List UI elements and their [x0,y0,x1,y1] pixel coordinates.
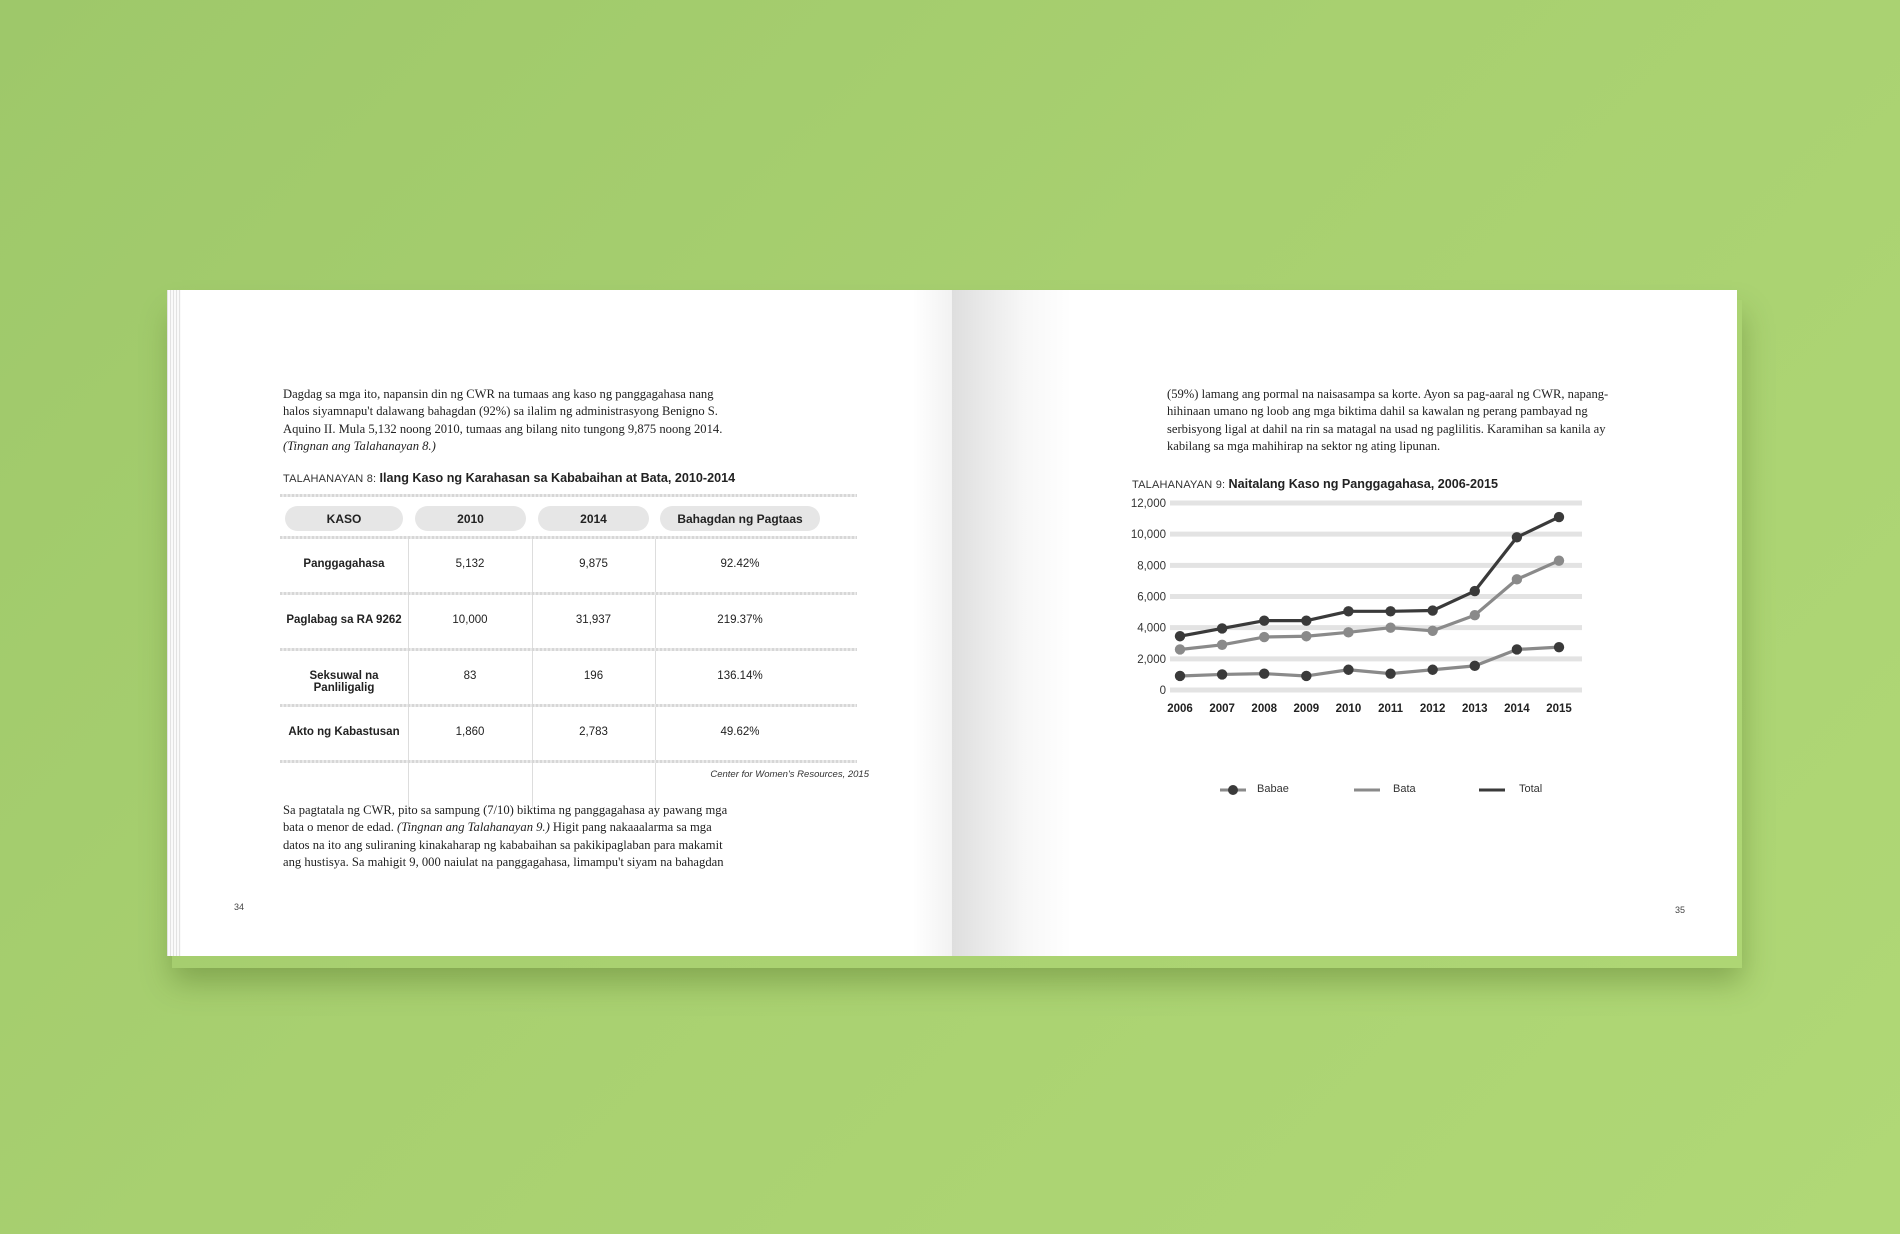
series-line-babae [1180,647,1559,676]
table-rule [280,648,857,651]
y-tick-label: 12,000 [1130,498,1166,510]
x-tick-label: 2009 [1293,703,1320,715]
x-tick-label: 2008 [1251,703,1278,715]
text-line [283,819,763,836]
cell-increase: 49.62% [720,726,760,738]
text-line: Sa pagtatala ng CWR, pito sa sampung (7/10) biktima ng panggagahasa ay pawang mga [283,803,728,817]
y-tick-label: 6,000 [1137,591,1166,604]
table-label: TALAHANAYAN 8: [283,473,380,485]
data-point-total [1217,623,1227,633]
data-point-total [1470,586,1480,596]
cell-2010: 5,132 [455,558,485,570]
x-tick-label: 2007 [1209,703,1235,715]
data-point-babae [1301,671,1311,681]
legend-label-babae: Babae [1257,783,1289,795]
data-point-total [1512,532,1522,542]
y-tick-label: 2,000 [1137,653,1166,666]
data-point-babae [1259,668,1269,678]
x-tick-label: 2015 [1546,703,1572,715]
cell-increase: 136.14% [717,670,763,682]
data-point-bata [1470,610,1480,620]
spine-shade [952,290,1072,956]
data-point-total [1301,615,1311,625]
text-line: hihinaan umano ng loob ang mga biktima dahil sa kawalan ng perang pambayad ng [1167,404,1588,419]
data-point-bata [1343,627,1353,637]
cell-2014: 2,783 [579,726,608,738]
data-point-total [1175,631,1185,641]
table-rule [280,494,857,497]
legend-marker-total [1477,784,1507,796]
x-tick-label: 2014 [1504,703,1530,715]
cell-2014: 196 [583,670,604,682]
chart-label: TALAHANAYAN 9: [1132,479,1229,491]
data-point-bata [1385,622,1395,632]
text-line: halos siyamnapu't dalawang bahagdan (92%) sa ilalim ng administrasyong Benigno S. [283,404,718,419]
y-tick-label: 8,000 [1137,560,1166,573]
text-line: Dagdag sa mga ito, napansin din ng CWR na tumaas ang kaso ng panggagahasa nang [283,387,714,401]
data-point-total [1554,512,1564,522]
right-page [952,290,1737,956]
data-point-babae [1175,671,1185,681]
data-point-babae [1512,644,1522,654]
cell-case: Paglabag sa RA 9262 [286,614,402,626]
table-rule [280,592,857,595]
text-line: kabilang sa mga mahihirap na sektor ng ating lipunan. [1167,439,1441,454]
paragraph-cwr [283,802,763,872]
chart-caption [1132,477,1498,491]
text-span: (Tingnan ang Talahanayan 9.) [397,820,550,835]
page-number: 34 [234,902,245,912]
legend-marker-babae [1218,784,1248,796]
x-tick-label: 2012 [1419,703,1446,715]
legend-label-bata: Bata [1393,783,1416,795]
cell-2010: 1,860 [455,726,485,738]
header-kaso: KASO [285,506,403,531]
spine-shade [912,290,952,956]
data-point-babae [1427,665,1437,675]
text-line: ang hustisya. Sa mahigit 9, 000 naiulat na panggagahasa, limampu't siyam na bahagdan [283,855,724,870]
chart-title: Naitalang Kaso ng Panggagahasa, 2006-2015 [1228,477,1499,491]
cell-increase: 92.42% [720,558,760,570]
data-point-babae [1343,665,1353,675]
table-source: Center for Women's Resources, 2015 [710,769,869,780]
cell-2010: 10,000 [452,614,488,626]
y-tick-label: 4,000 [1137,622,1166,635]
page-number: 35 [1675,905,1686,915]
cell-case: Seksuwal na Panliligalig [309,670,379,694]
table-caption [283,471,735,485]
left-page [167,290,952,956]
cell-case: Akto ng Kabastusan [288,726,400,738]
data-point-bata [1512,574,1522,584]
table-rule [280,704,857,707]
y-tick-label: 0 [1159,685,1166,697]
x-tick-label: 2013 [1461,703,1488,715]
data-point-total [1259,615,1269,625]
data-point-total [1343,606,1353,616]
data-point-bata [1217,640,1227,650]
data-point-bata [1427,626,1437,636]
paragraph-continued [1167,386,1647,456]
table-rule [280,536,857,539]
cell-2014: 9,875 [579,558,608,570]
line-chart [1122,495,1582,715]
data-point-total [1427,605,1437,615]
data-point-babae [1470,661,1480,671]
x-tick-label: 2011 [1378,703,1404,715]
cell-case: Panggagahasa [303,558,385,570]
data-point-bata [1259,632,1269,642]
cell-2014: 31,937 [575,614,612,626]
x-tick-label: 2010 [1335,703,1362,715]
text-span: bata o menor de edad. [283,820,397,835]
cell-2010: 83 [463,670,477,682]
x-tick-label: 2006 [1167,703,1193,715]
header-2014: 2014 [538,506,649,531]
table-title: Ilang Kaso ng Karahasan sa Kababaihan at Bata, 2010-2014 [379,471,736,485]
header-2010: 2010 [415,506,526,531]
text-line: (59%) lamang ang pormal na naisasampa sa korte. Ayon sa pag-aaral ng CWR, napang- [1167,387,1609,401]
data-point-bata [1301,631,1311,641]
cell-increase: 219.37% [717,614,763,626]
table-rule [280,760,857,763]
text-line: Aquino II. Mula 5,132 noong 2010, tumaas ang bilang nito tungong 9,875 noong 2014. [283,421,723,436]
data-point-babae [1554,642,1564,652]
text-line: serbisyong ligal at dahil na rin sa matagal na usad ng paglilitis. Karamihan sa kanila ay [1167,421,1606,436]
page-edges [167,290,181,956]
series-line-bata [1180,561,1559,650]
data-point-babae [1385,668,1395,678]
data-point-bata [1175,644,1185,654]
data-point-total [1385,606,1395,616]
text-line: (Tingnan ang Talahanayan 8.) [283,439,436,454]
legend-marker-bata [1352,784,1382,796]
header-increase: Bahagdan ng Pagtaas [660,506,820,531]
text-span: Higit pang nakaaalarma sa mga [549,820,712,835]
paragraph-intro [283,386,763,456]
data-point-babae [1217,669,1227,679]
data-point-bata [1554,555,1564,565]
legend-label-total: Total [1519,783,1543,795]
text-line: datos na ito ang suliraning kinakaharap ng kababaihan sa pakikipaglaban para makamit [283,837,723,852]
y-tick-label: 10,000 [1130,529,1166,542]
